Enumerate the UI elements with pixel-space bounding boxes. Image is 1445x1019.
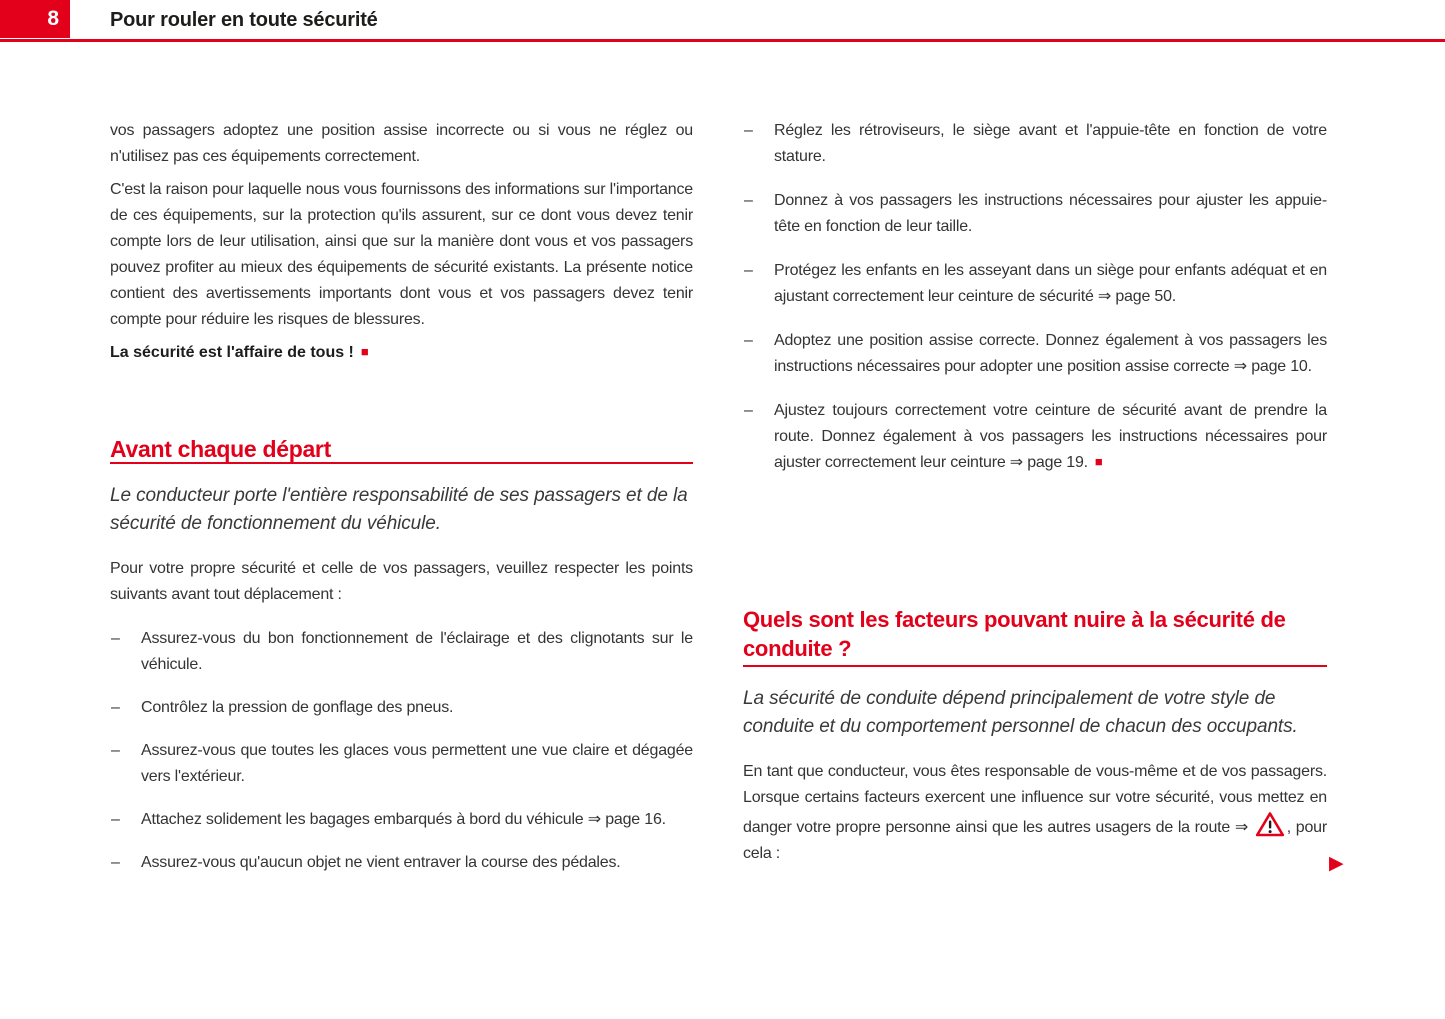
page-number-box	[0, 0, 70, 38]
list-item-text: Ajustez toujours correctement votre ceinture de sécurité avant de prendre la route. Donnez également à vos passagers les instructions nécessaires pour ajuster correctement leur ceinture ⇒ page 19.	[774, 402, 1327, 471]
section-intro: Pour votre propre sécurité et celle de vos passagers, veuillez respecter les points suivants avant tout déplacement :	[110, 560, 693, 603]
section-lead: La sécurité de conduite dépend principalement de votre style de conduite et du comportement personnel de chacun des occupants.	[743, 688, 1298, 737]
dash-icon: –	[111, 699, 120, 716]
bold-note: La sécurité est l'affaire de tous ! ■	[110, 340, 693, 366]
list-item-text: Contrôlez la pression de gonflage des pneus.	[141, 699, 454, 716]
warning-triangle-icon	[1255, 811, 1285, 838]
dash-icon: –	[744, 402, 753, 419]
dash-icon: –	[111, 742, 120, 759]
list-item	[743, 188, 1327, 240]
list-item	[743, 328, 1327, 380]
list-item-text: Assurez-vous du bon fonctionnement de l'éclairage et des clignotants sur le véhicule.	[141, 630, 693, 673]
list-item	[110, 626, 693, 678]
intro-text-block	[110, 118, 693, 366]
list-item	[110, 807, 693, 833]
list-item-text: Adoptez une position assise correcte. Donnez également à vos passagers les instructions nécessaires pour adopter une position assise correcte ⇒ page 10.	[774, 332, 1327, 375]
checklist-continued-block	[743, 118, 1327, 494]
list-item-text: Attachez solidement les bagages embarqués à bord du véhicule ⇒ page 16.	[141, 811, 666, 828]
pre-departure-checklist-continued	[743, 118, 1327, 476]
dash-icon: –	[111, 811, 120, 828]
body-paragraph: C'est la raison pour laquelle nous vous fournissons des informations sur l'importance de ces équipements, sur la protection qu'ils assurent, sur ce dont vous devez tenir compte lors de leur utilisation, ainsi que sur la manière dont vous et vos passagers pouvez profiter au mieux des équipements de sécurité existants. La présente notice contient des avertissements importants dont vous et vos passagers devez tenir compte pour réduire les risques de blessures.	[110, 181, 693, 328]
dash-icon: –	[744, 332, 753, 349]
section-end-icon: ■	[1094, 454, 1103, 469]
list-item	[743, 398, 1327, 476]
section-avant-chaque-depart	[110, 437, 693, 893]
list-item-text: Réglez les rétroviseurs, le siège avant et l'appuie-tête en fonction de votre stature.	[774, 122, 1327, 165]
list-item-text: Protégez les enfants en les asseyant dans un siège pour enfants adéquat et en ajustant correctement leur ceinture de sécurité ⇒ page 50.	[774, 262, 1327, 305]
section-heading: Quels sont les facteurs pouvant nuire à la sécurité de conduite ?	[743, 605, 1327, 667]
page-number: 8	[47, 7, 59, 30]
list-item-text: Donnez à vos passagers les instructions nécessaires pour ajuster les appuie-tête en fonction de leur taille.	[774, 192, 1327, 235]
dash-icon: –	[744, 122, 753, 139]
chapter-title: Pour rouler en toute sécurité	[110, 9, 378, 31]
dash-icon: –	[744, 192, 753, 209]
list-item	[110, 695, 693, 721]
header-rule	[0, 39, 1445, 42]
dash-icon: –	[744, 262, 753, 279]
section-end-icon: ■	[360, 344, 369, 359]
section-facteurs-securite	[743, 605, 1327, 867]
list-item	[110, 738, 693, 790]
list-item-text: Assurez-vous que toutes les glaces vous permettent une vue claire et dégagée vers l'extérieur.	[141, 742, 693, 785]
pre-departure-checklist	[110, 626, 693, 876]
dash-icon: –	[111, 854, 120, 871]
body-paragraph: vos passagers adoptez une position assise incorrecte ou si vous ne réglez ou n'utilisez pas ces équipements correctement.	[110, 122, 693, 165]
closing-paragraph: En tant que conducteur, vous êtes responsable de vous-même et de vos passagers. Lorsque certains facteurs exercent une influence sur votre sécurité, vous mettez en danger votre propre personne ainsi que les autres usagers de la route ⇒ , pour cela :	[743, 763, 1327, 862]
dash-icon: –	[111, 630, 120, 647]
continue-arrow-icon: ▶	[1329, 853, 1344, 874]
section-heading: Avant chaque départ	[110, 437, 693, 464]
section-lead: Le conducteur porte l'entière responsabilité de ses passagers et de la sécurité de fonctionnement du véhicule.	[110, 485, 688, 534]
list-item	[743, 118, 1327, 170]
list-item	[743, 258, 1327, 310]
list-item-text: Assurez-vous qu'aucun objet ne vient entraver la course des pédales.	[141, 854, 621, 871]
list-item	[110, 850, 693, 876]
